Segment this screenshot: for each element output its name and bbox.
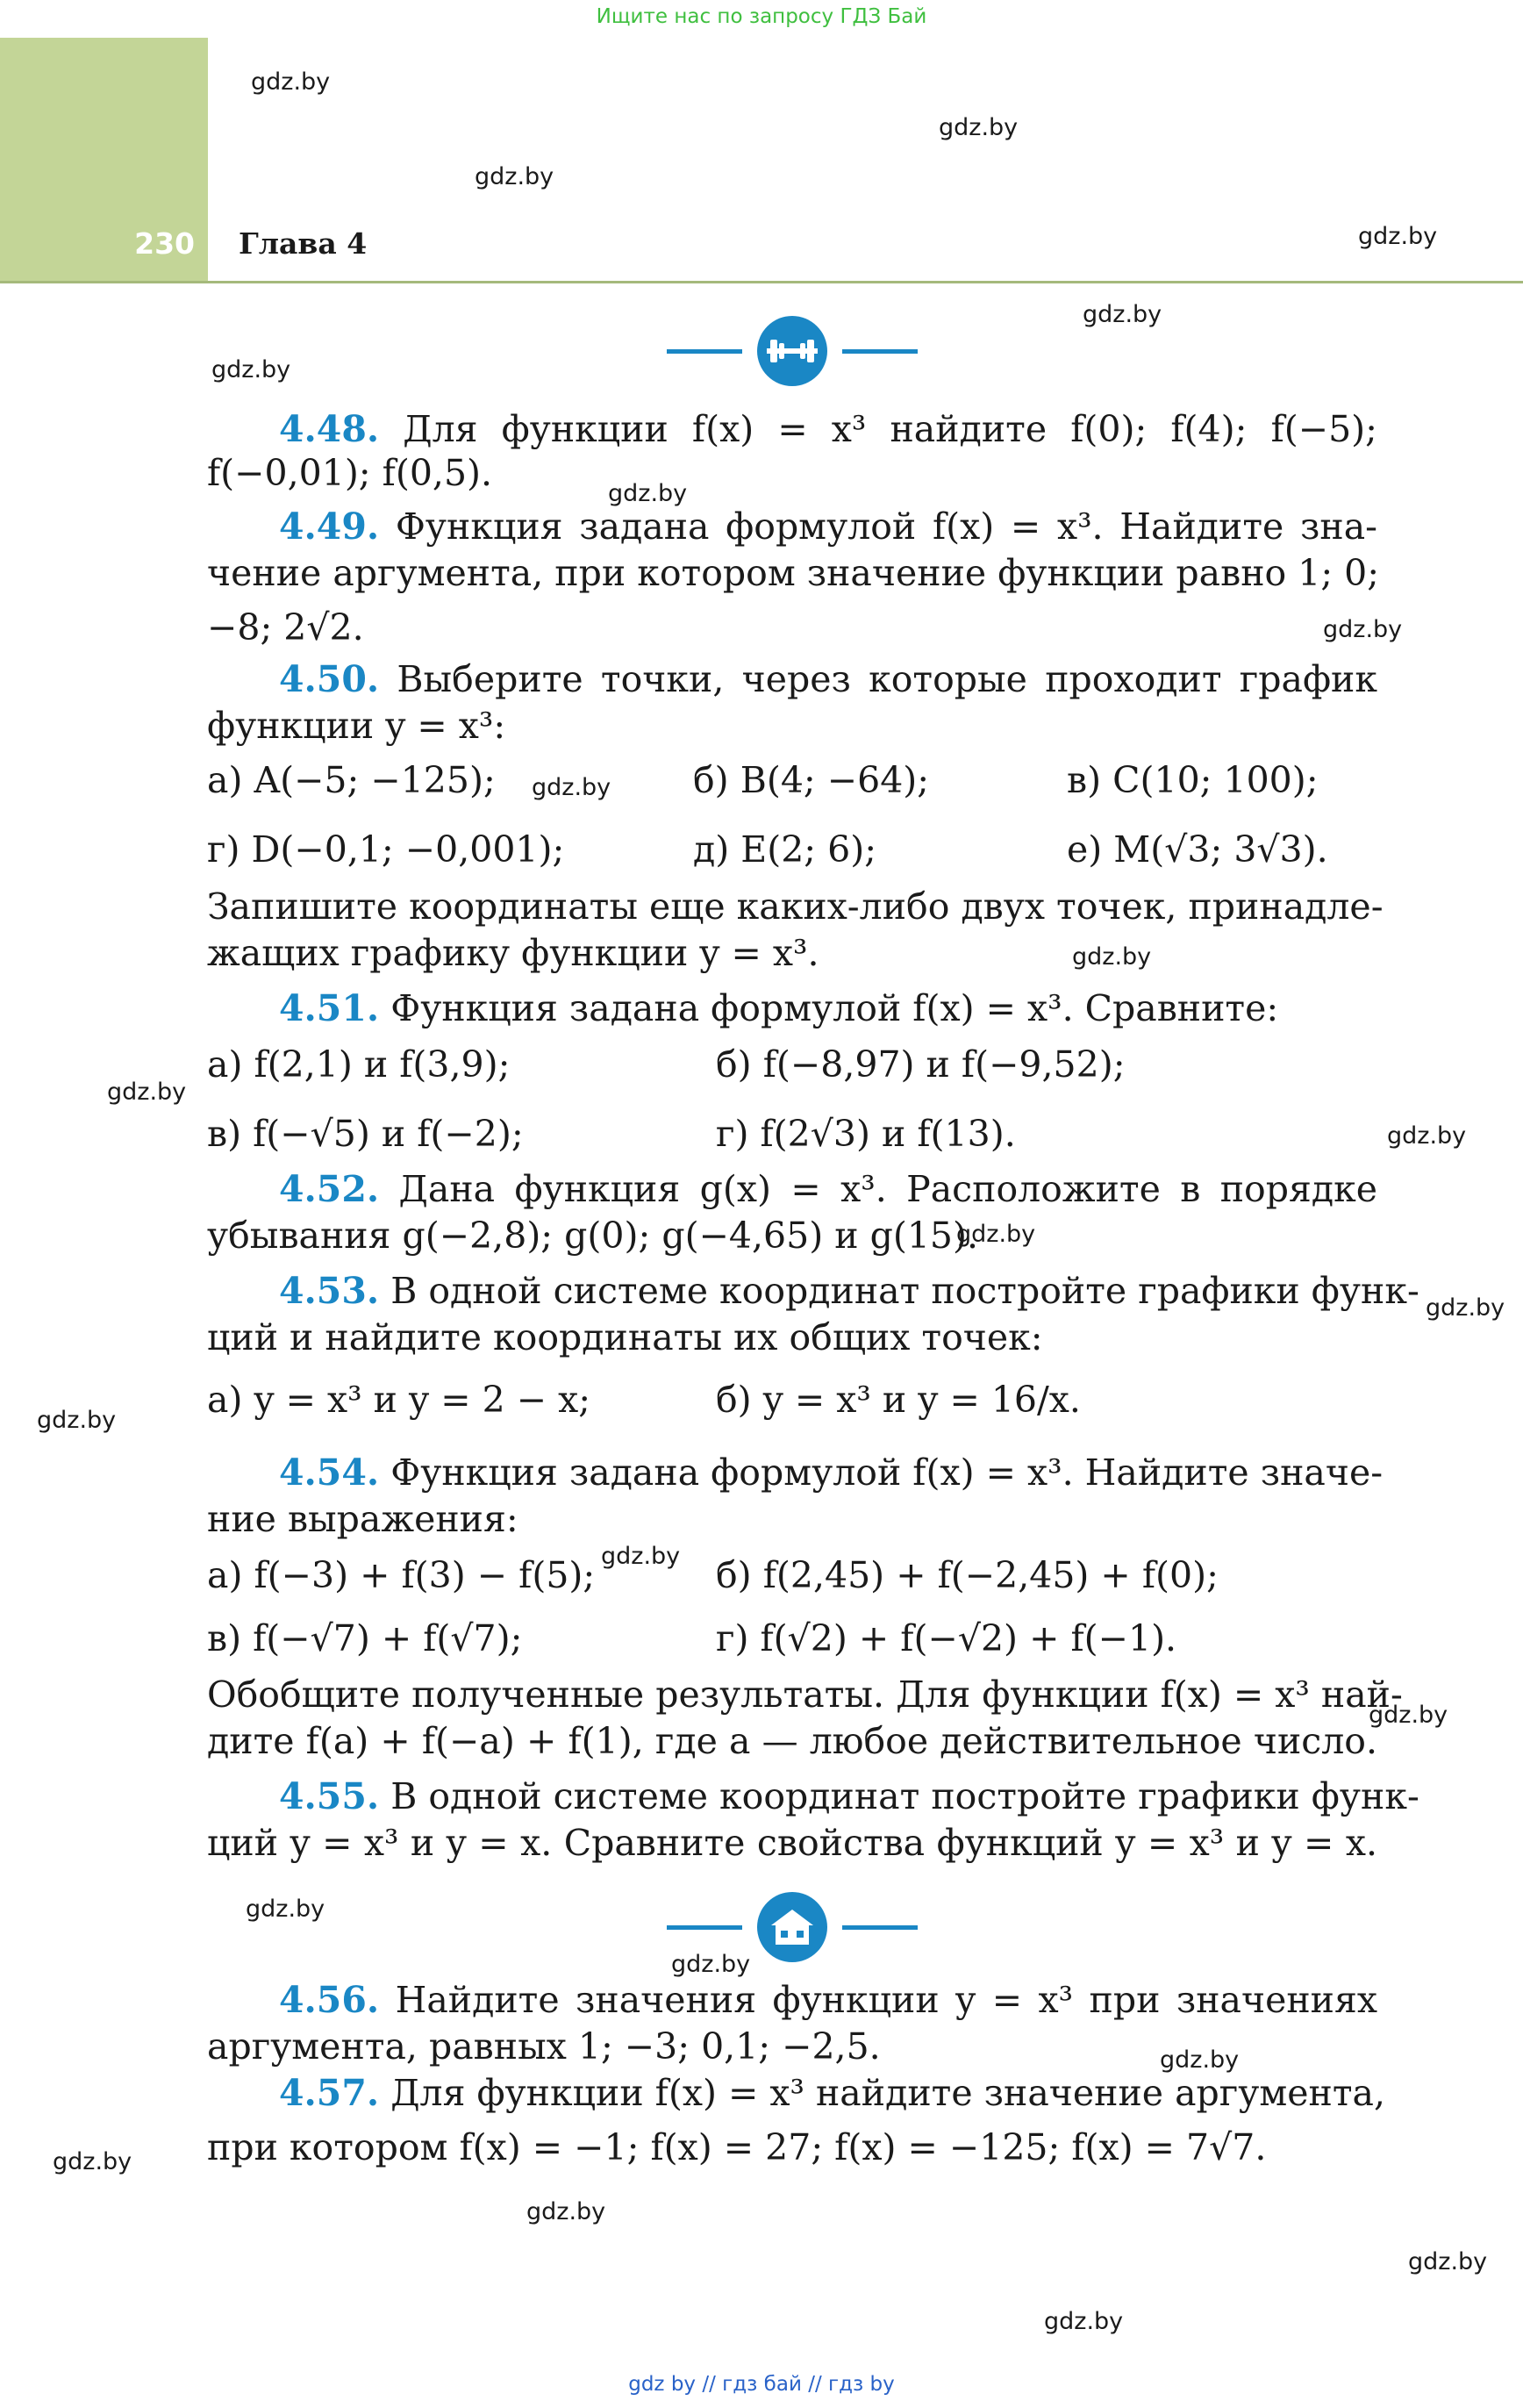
problem-4-56-line-1: 4.56. Найдите значения функции y = x³ при значениях: [279, 1979, 1377, 2021]
watermark: gdz.by: [956, 1221, 1036, 1248]
problem-4-54-option-g: г) f(√2) + f(−√2) + f(−1).: [716, 1617, 1177, 1659]
watermark: gdz.by: [1358, 223, 1438, 250]
problem-4-54-option-v: в) f(−√7) + f(√7);: [207, 1617, 523, 1659]
problem-4-54-option-b: б) f(2,45) + f(−2,45) + f(0);: [716, 1554, 1219, 1596]
problem-number: 4.53.: [279, 1270, 380, 1312]
watermark: gdz.by: [1369, 1702, 1448, 1729]
problem-4-51-option-g: г) f(2√3) и f(13).: [716, 1113, 1016, 1155]
page-number: 230: [134, 226, 195, 261]
practice-section-divider: [667, 316, 918, 386]
problem-4-55-line-2: ций y = x³ и y = x. Сравните свойства функций y = x³ и y = x.: [207, 1822, 1377, 1864]
problem-4-51-option-v: в) f(−√5) и f(−2);: [207, 1113, 524, 1155]
chapter-title: Глава 4: [239, 226, 368, 261]
problem-4-53-option-a: а) y = x³ и y = 2 − x;: [207, 1379, 591, 1421]
watermark: gdz.by: [1323, 616, 1403, 643]
watermark: gdz.by: [526, 2198, 606, 2225]
watermark: gdz.by: [37, 1407, 117, 1434]
problem-number: 4.56.: [279, 1979, 380, 2021]
watermark: gdz.by: [475, 163, 554, 190]
problem-4-54-line-3: Обобщите полученные результаты. Для функции f(x) = x³ най-: [207, 1673, 1403, 1716]
problem-4-52-line-2: убывания g(−2,8); g(0); g(−4,65) и g(15).: [207, 1215, 979, 1257]
problem-4-48-line-1: 4.48. Для функции f(x) = x³ найдите f(0); f(4); f(−5);: [279, 408, 1377, 450]
problem-4-49-line-2: чение аргумента, при котором значение функции равно 1; 0;: [207, 552, 1380, 594]
problem-number: 4.49.: [279, 505, 380, 548]
problem-4-50-option-a: а) A(−5; −125);: [207, 759, 496, 801]
problem-4-50-option-b: б) B(4; −64);: [693, 759, 930, 801]
problem-4-57-line-2: при котором f(x) = −1; f(x) = 27; f(x) = −125; f(x) = 7√7.: [207, 2126, 1267, 2168]
watermark: gdz.by: [601, 1543, 681, 1570]
problem-4-53-line-2: ций и найдите координаты их общих точек:: [207, 1316, 1043, 1358]
problem-4-51-option-b: б) f(−8,97) и f(−9,52);: [716, 1043, 1126, 1086]
problem-4-55-line-1: 4.55. В одной системе координат постройте графики функ-: [279, 1775, 1419, 1817]
problem-4-50-line-4: жащих графику функции y = x³.: [207, 932, 819, 974]
problem-number: 4.51.: [279, 987, 380, 1029]
watermark: gdz.by: [1044, 2308, 1124, 2335]
problem-4-52-line-1: 4.52. Дана функция g(x) = x³. Расположите в порядке: [279, 1168, 1377, 1210]
watermark: gdz.by: [1426, 1294, 1505, 1322]
problem-number: 4.55.: [279, 1775, 380, 1817]
watermark: gdz.by: [608, 480, 688, 507]
watermark: gdz.by: [1387, 1122, 1467, 1150]
homework-section-divider: [667, 1892, 918, 1962]
problem-number: 4.57.: [279, 2072, 380, 2114]
watermark: gdz.by: [671, 1951, 751, 1978]
problem-4-54-line-2: ние выражения:: [207, 1498, 518, 1540]
problem-4-50-option-d: д) E(2; 6);: [693, 828, 877, 871]
watermark: gdz.by: [532, 774, 611, 801]
watermark: gdz.by: [1083, 301, 1162, 328]
problem-4-49-line-3: −8; 2√2.: [207, 606, 364, 649]
problem-4-57-line-1: 4.57. Для функции f(x) = x³ найдите значение аргумента,: [279, 2072, 1386, 2114]
problem-4-50-line-2: функции y = x³:: [207, 705, 506, 747]
problem-4-50-option-e: е) M(√3; 3√3).: [1067, 828, 1328, 871]
problem-4-50-option-v: в) C(10; 100);: [1067, 759, 1319, 801]
problem-4-50-line-1: 4.50. Выберите точки, через которые проходит график: [279, 658, 1377, 700]
watermark: gdz.by: [1408, 2248, 1488, 2275]
header-rule: [0, 281, 1523, 283]
problem-4-51-line-1: 4.51. Функция задана формулой f(x) = x³. Сравните:: [279, 987, 1279, 1029]
watermark: gdz.by: [107, 1079, 187, 1106]
footer-links: gdz by // гдз бай // гдз by: [628, 2373, 895, 2396]
problem-4-48-line-2: f(−0,01); f(0,5).: [207, 452, 493, 494]
problem-4-49-line-1: 4.49. Функция задана формулой f(x) = x³. Найдите зна-: [279, 505, 1377, 548]
watermark: gdz.by: [246, 1896, 325, 1923]
watermark: gdz.by: [53, 2148, 132, 2175]
watermark: gdz.by: [251, 68, 331, 96]
watermark: gdz.by: [1072, 943, 1152, 971]
problem-4-56-line-2: аргумента, равных 1; −3; 0,1; −2,5.: [207, 2025, 881, 2068]
watermark: gdz.by: [211, 356, 291, 383]
problem-number: 4.48.: [279, 408, 380, 450]
watermark: gdz.by: [939, 114, 1019, 141]
problem-number: 4.50.: [279, 658, 380, 700]
problem-4-53-line-1: 4.53. В одной системе координат постройте графики функ-: [279, 1270, 1419, 1312]
problem-4-54-option-a: а) f(−3) + f(3) − f(5);: [207, 1554, 596, 1596]
problem-4-50-option-g: г) D(−0,1; −0,001);: [207, 828, 565, 871]
problem-4-53-option-b: б) y = x³ и y = 16/x.: [716, 1379, 1081, 1421]
problem-4-50-line-3: Запишите координаты еще каких-либо двух точек, принадле-: [207, 885, 1384, 928]
problem-4-54-line-4: дите f(a) + f(−a) + f(1), где a — любое действительное число.: [207, 1720, 1377, 1762]
watermark: gdz.by: [1160, 2046, 1240, 2074]
problem-4-54-line-1: 4.54. Функция задана формулой f(x) = x³. Найдите значе-: [279, 1451, 1384, 1494]
problem-number: 4.54.: [279, 1451, 380, 1494]
problem-number: 4.52.: [279, 1168, 380, 1210]
top-banner: Ищите нас по запросу ГДЗ Бай: [596, 5, 927, 28]
problem-4-51-option-a: а) f(2,1) и f(3,9);: [207, 1043, 511, 1086]
